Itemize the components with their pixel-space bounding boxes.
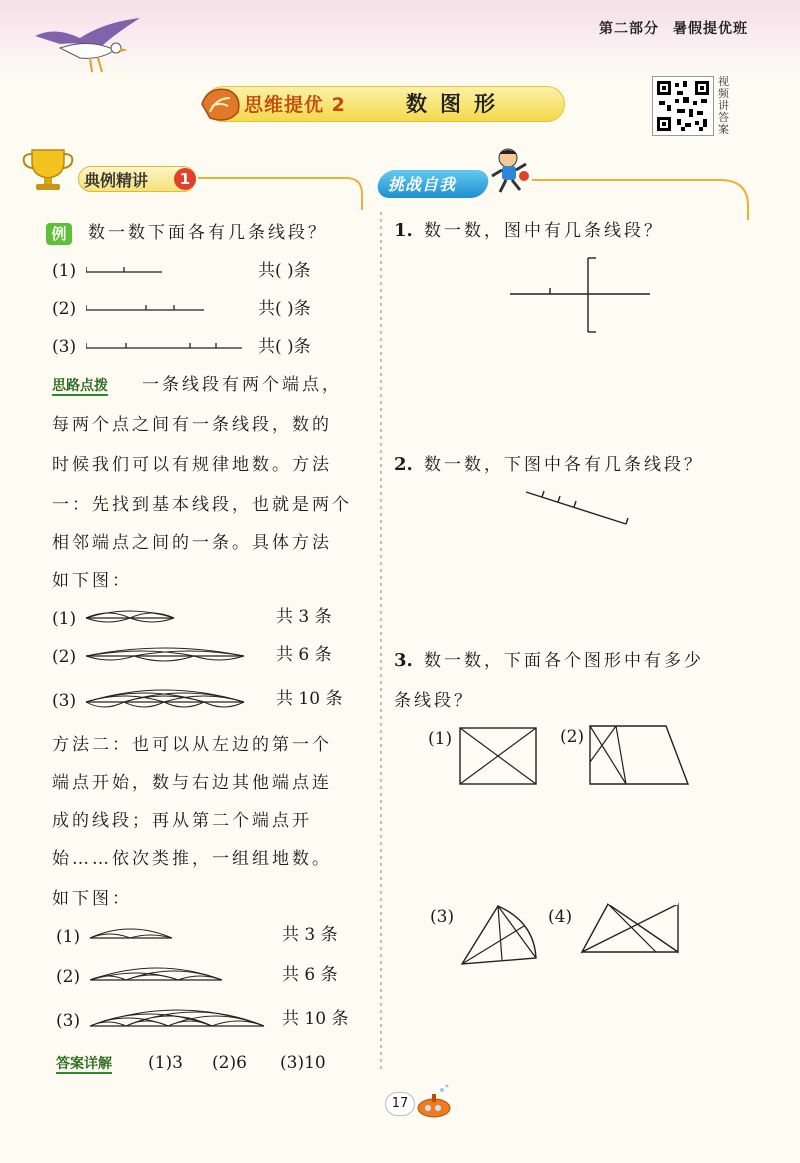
- left-header-rule: [196, 170, 366, 210]
- hint-line-3: 时候我们可以有规律地数。方法: [52, 455, 332, 475]
- hint-line-1: 一条线段有两个端点，: [142, 375, 342, 395]
- example-question: 数一数下面各有几条线段？: [88, 223, 328, 243]
- lecture-badge-label: 典例精讲: [84, 171, 149, 190]
- q3-number: 3.: [394, 650, 413, 671]
- answer-1: (1)3: [148, 1053, 183, 1073]
- method1-item-1-label: (1): [52, 609, 77, 629]
- q2-figure: [522, 486, 632, 530]
- method2-item-1-result: 共 3 条: [282, 925, 338, 945]
- answer-tag: 答案详解: [56, 1056, 112, 1072]
- q1-figure: [506, 254, 656, 338]
- q3-label-4: (4): [548, 907, 573, 927]
- hint-line-4: 一：先找到基本线段，也就是两个: [52, 495, 352, 515]
- segment-figure-2: [86, 300, 206, 316]
- q2-text: 数一数，下图中各有几条线段？: [424, 455, 704, 475]
- q2-number: 2.: [394, 454, 413, 475]
- method1-figure-1: [84, 604, 180, 630]
- hint-line-2: 每两个点之间有一条线段，数的: [52, 415, 332, 435]
- method2-item-2-result: 共 6 条: [282, 965, 338, 985]
- trophy-icon: [18, 146, 78, 194]
- header-book: 暑假提优班: [673, 21, 748, 37]
- method2-line-2: 端点开始，数与右边其他端点连: [52, 773, 332, 793]
- segment-figure-1: [86, 262, 166, 278]
- method1-item-2-label: (2): [52, 647, 77, 667]
- method2-line-5: 如下图：: [52, 889, 132, 909]
- page-number: 17: [385, 1092, 415, 1116]
- q3-figure-4: [578, 898, 684, 958]
- q3-text-line-1: 数一数，下面各个图形中有多少: [424, 651, 704, 671]
- answer-3: (3)10: [280, 1053, 326, 1073]
- answer-2: (2)6: [212, 1053, 247, 1073]
- method1-item-1-result: 共 3 条: [276, 607, 332, 627]
- method2-figure-1: [88, 918, 178, 948]
- hint-line-5: 相邻端点之间的一条。具体方法: [52, 533, 332, 553]
- method1-item-3-label: (3): [52, 691, 77, 711]
- example-item-2-answer: 共( )条: [258, 299, 311, 319]
- column-divider: [378, 212, 384, 1072]
- q3-text-line-2: 条线段？: [394, 691, 474, 711]
- method2-figure-3: [88, 994, 268, 1036]
- q3-label-2: (2): [560, 727, 585, 747]
- submarine-icon: [414, 1082, 454, 1122]
- conch-icon: [198, 82, 244, 126]
- q3-figure-1: [456, 724, 540, 788]
- page-title: 数图形: [406, 92, 508, 116]
- method2-item-3-result: 共 10 条: [282, 1009, 349, 1029]
- header-part: 第二部分: [599, 21, 659, 37]
- method2-line-1: 方法二：也可以从左边的第一个: [52, 735, 332, 755]
- method1-figure-2: [84, 640, 250, 670]
- example-tag: 例: [46, 223, 72, 245]
- segment-figure-3: [86, 338, 246, 354]
- method2-item-1-label: (1): [56, 927, 81, 947]
- q1-text: 数一数，图中有几条线段？: [424, 221, 664, 241]
- method2-line-4: 始……依次类推，一组组地数。: [52, 849, 332, 869]
- example-item-3-label: (3): [52, 337, 77, 357]
- q3-label-1: (1): [428, 729, 453, 749]
- example-item-3-answer: 共( )条: [258, 337, 311, 357]
- lecture-badge-number: 1: [174, 168, 196, 190]
- seagull-icon: [20, 8, 200, 78]
- q3-label-3: (3): [430, 907, 455, 927]
- header-text: [585, 18, 748, 38]
- method2-item-2-label: (2): [56, 967, 81, 987]
- method1-figure-3: [84, 680, 250, 720]
- method1-item-2-result: 共 6 条: [276, 645, 332, 665]
- example-item-1-label: (1): [52, 261, 77, 281]
- q3-figure-3: [458, 902, 542, 968]
- method2-line-3: 成的线段；再从第二个端点开: [52, 811, 312, 831]
- hint-tag: 思路点拨: [52, 378, 108, 394]
- method2-figure-2: [88, 954, 228, 990]
- q1-number: 1.: [394, 220, 413, 241]
- method1-item-3-result: 共 10 条: [276, 689, 343, 709]
- example-item-1-answer: 共( )条: [258, 261, 311, 281]
- qr-label: 视频讲答案: [718, 75, 729, 136]
- example-item-2-label: (2): [52, 299, 77, 319]
- runner-boy-icon: [484, 146, 534, 196]
- q3-figure-2: [586, 722, 692, 788]
- method2-item-3-label: (3): [56, 1011, 81, 1031]
- hint-line-6: 如下图：: [52, 571, 132, 591]
- challenge-badge-label: 挑战自我: [388, 175, 457, 194]
- right-header-rule: [530, 170, 760, 220]
- title-section-label: 思维提优 2: [244, 94, 346, 116]
- qr-code[interactable]: [652, 76, 714, 136]
